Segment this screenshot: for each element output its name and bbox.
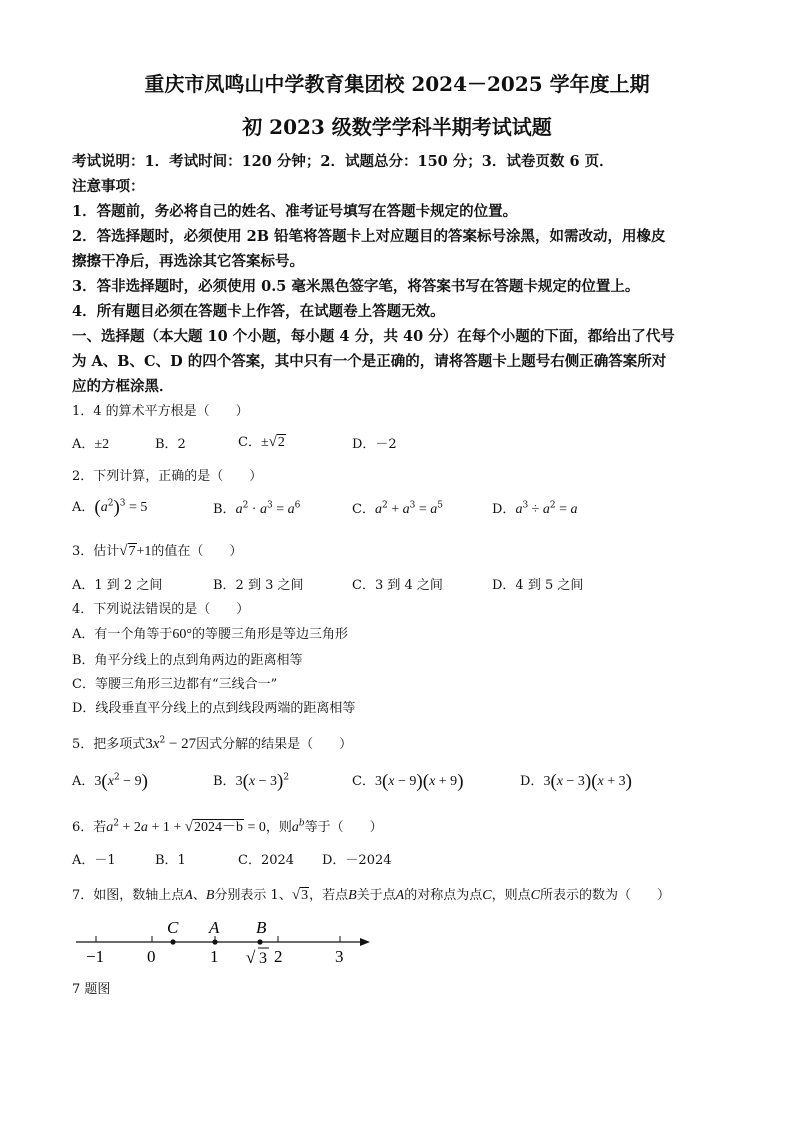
q4-option-c: C．等腰三角形三边都有“三线合一” xyxy=(72,677,278,692)
q6-option-a: A．－1 xyxy=(72,853,116,868)
q5-option-d: D．3(x − 3)(x + 3) xyxy=(520,771,632,792)
section-1-line-1: 一、选择题（本大题 10 个小题，每小题 4 分，共 40 分）在每个小题的下面，都给出了代号 xyxy=(72,328,675,345)
exam-info: 考试说明：1．考试时间：120 分钟；2．试题总分：150 分；3．试卷页数 6 页． xyxy=(72,153,614,170)
q3-option-c: C．3 到 4 之间 xyxy=(352,578,443,593)
q4-option-a: A．有一个角等于60°的等腰三角形是等边三角形 xyxy=(72,627,349,642)
tick-label-0: 0 xyxy=(147,947,156,966)
title-line-1: 重庆市凤鸣山中学教育集团校 2024－2025 学年度上期 xyxy=(144,72,650,96)
sqrt-3-label: 3 xyxy=(259,950,267,967)
q2-option-b: B．$a^2 \cdot a^3 = a^6$ xyxy=(213,500,301,517)
q5-option-a: A．$3(x^2 - 9)$ xyxy=(72,771,148,792)
q6-option-b: B．1 xyxy=(155,853,186,868)
q2-option-d: D．$a^3 \div a^2 = a$ xyxy=(492,500,578,517)
q6-stem: 6．若$a^2 + 2a + 1 + √2024-b = 0$，则$a^b$等于（ ） xyxy=(72,818,383,835)
tick-label-minus-1: −1 xyxy=(86,947,105,966)
q6-option-c: C．2024 xyxy=(238,853,295,868)
q3-option-d: D．4 到 5 之间 xyxy=(492,578,584,593)
point-b-dot xyxy=(257,939,262,944)
notes-title: 注意事项： xyxy=(72,178,145,195)
tick-label-1: 1 xyxy=(210,947,219,966)
q4-option-d: D．线段垂直平分线上的点到线段两端的距离相等 xyxy=(72,701,356,716)
note-2-line-2: 擦擦干净后，再选涂其它答案标号。 xyxy=(72,253,304,270)
q3-stem: 3．估计√7+1的值在（ ） xyxy=(72,543,243,559)
q3-option-a: A．1 到 2 之间 xyxy=(72,578,163,593)
q5-option-c: C．3(x − 9)(x + 9) xyxy=(352,771,464,792)
q2-option-a: A．$(a^2)^3 = 5$ xyxy=(72,497,148,518)
q1-option-d: D．－2 xyxy=(352,437,397,452)
q1-option-a: A．±2 xyxy=(72,437,110,452)
q6-option-d: D．－2024 xyxy=(322,853,392,868)
q5-stem: 5．把多项式$3x^2 - 27$因式分解的结果是（ ） xyxy=(72,735,353,752)
q1-stem: 1．4 的算术平方根是（ ） xyxy=(72,404,249,419)
number-line-arrow xyxy=(360,938,370,946)
point-b-label: B xyxy=(256,918,267,937)
note-3: 3．答非选择题时，必须使用 0.5 毫米黑色签字笔，将答案书写在答题卡规定的位置上。 xyxy=(72,278,640,295)
q3-option-b: B．2 到 3 之间 xyxy=(213,578,304,593)
point-c-dot xyxy=(170,939,175,944)
q7-figure-caption: 7 题图 xyxy=(72,982,111,997)
point-a-label: A xyxy=(209,918,220,937)
tick-label-3: 3 xyxy=(335,947,344,966)
title-line-2: 初 2023 级数学学科半期考试试题 xyxy=(242,115,552,139)
sqrt-symbol: √ xyxy=(246,948,256,967)
note-2-line-1: 2．答选择题时，必须使用 2B 铅笔将答题卡上对应题目的答案标号涂黑，如需改动，用橡皮 xyxy=(72,228,666,245)
section-1-line-3: 应的方框涂黑． xyxy=(72,378,174,395)
q7-stem: 7．如图，数轴上点A、B分别表示 1、√3，若点B关于点A的对称点为点C，则点C所表示的数为（ ） xyxy=(72,887,670,903)
number-line-figure xyxy=(70,912,380,972)
point-a-dot xyxy=(212,939,217,944)
note-4: 4．所有题目必须在答题卡上作答，在试题卷上答题无效。 xyxy=(72,303,445,320)
q4-stem: 4．下列说法错误的是（ ） xyxy=(72,602,250,617)
q2-option-c: C．$a^2 + a^3 = a^5$ xyxy=(352,500,443,517)
q4-option-b: B．角平分线上的点到角两边的距离相等 xyxy=(72,653,303,668)
point-c-label: C xyxy=(167,918,179,937)
q2-stem: 2．下列计算，正确的是（ ） xyxy=(72,469,263,484)
q5-option-b: B．$3(x - 3)^2$ xyxy=(213,771,290,792)
section-1-line-2: 为 A、B、C、D 的四个答案，其中只有一个是正确的，请将答题卡上题号右侧正确答案所对 xyxy=(72,353,667,370)
q1-option-b: B．2 xyxy=(155,437,186,452)
note-1: 1．答题前，务必将自己的姓名、准考证号填写在答题卡规定的位置。 xyxy=(72,203,518,220)
q1-option-c: C．±√2 xyxy=(238,434,285,450)
tick-label-2: 2 xyxy=(274,947,283,966)
